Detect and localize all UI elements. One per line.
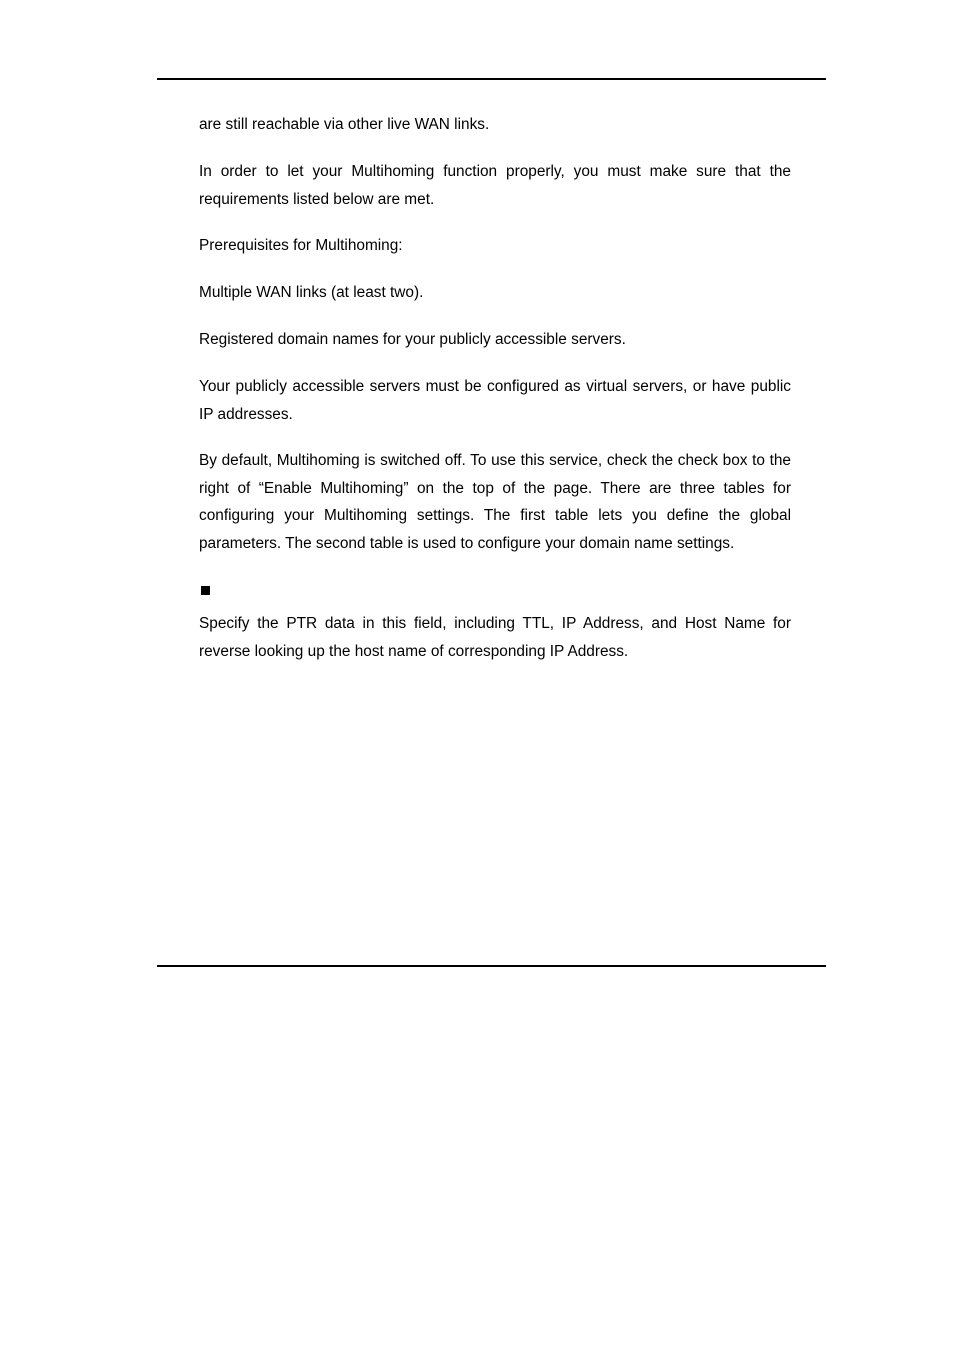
paragraph-prerequisite-wan-links: Multiple WAN links (at least two). bbox=[199, 284, 424, 301]
paragraph-prerequisite-domain-names: Registered domain names for your publicly accessible servers. bbox=[199, 331, 626, 348]
paragraph-wan-links-reachable: are still reachable via other live WAN links. bbox=[199, 116, 490, 133]
header-rule bbox=[157, 78, 826, 80]
square-bullet-icon bbox=[201, 586, 210, 595]
paragraph-ptr-data: Specify the PTR data in this field, including TTL, IP Address, and Host Name for reverse looking up the host name of corresponding IP Address. bbox=[199, 615, 791, 660]
paragraph-prerequisites-heading: Prerequisites for Multihoming: bbox=[199, 237, 403, 254]
footer-rule bbox=[157, 965, 826, 967]
paragraph-default-settings: By default, Multihoming is switched off. To use this service, check the check box to the right of “Enable Multihoming” on the top of the page. There are three tables for configuring your Multihoming settings. The first table lets you define the global parameters. The second table is used to configure your domain name settings. bbox=[199, 452, 791, 552]
paragraph-requirements-intro: In order to let your Multihoming function properly, you must make sure that the requirements listed below are met. bbox=[199, 163, 791, 208]
paragraph-prerequisite-servers: Your publicly accessible servers must be configured as virtual servers, or have public IP addresses. bbox=[199, 378, 791, 423]
